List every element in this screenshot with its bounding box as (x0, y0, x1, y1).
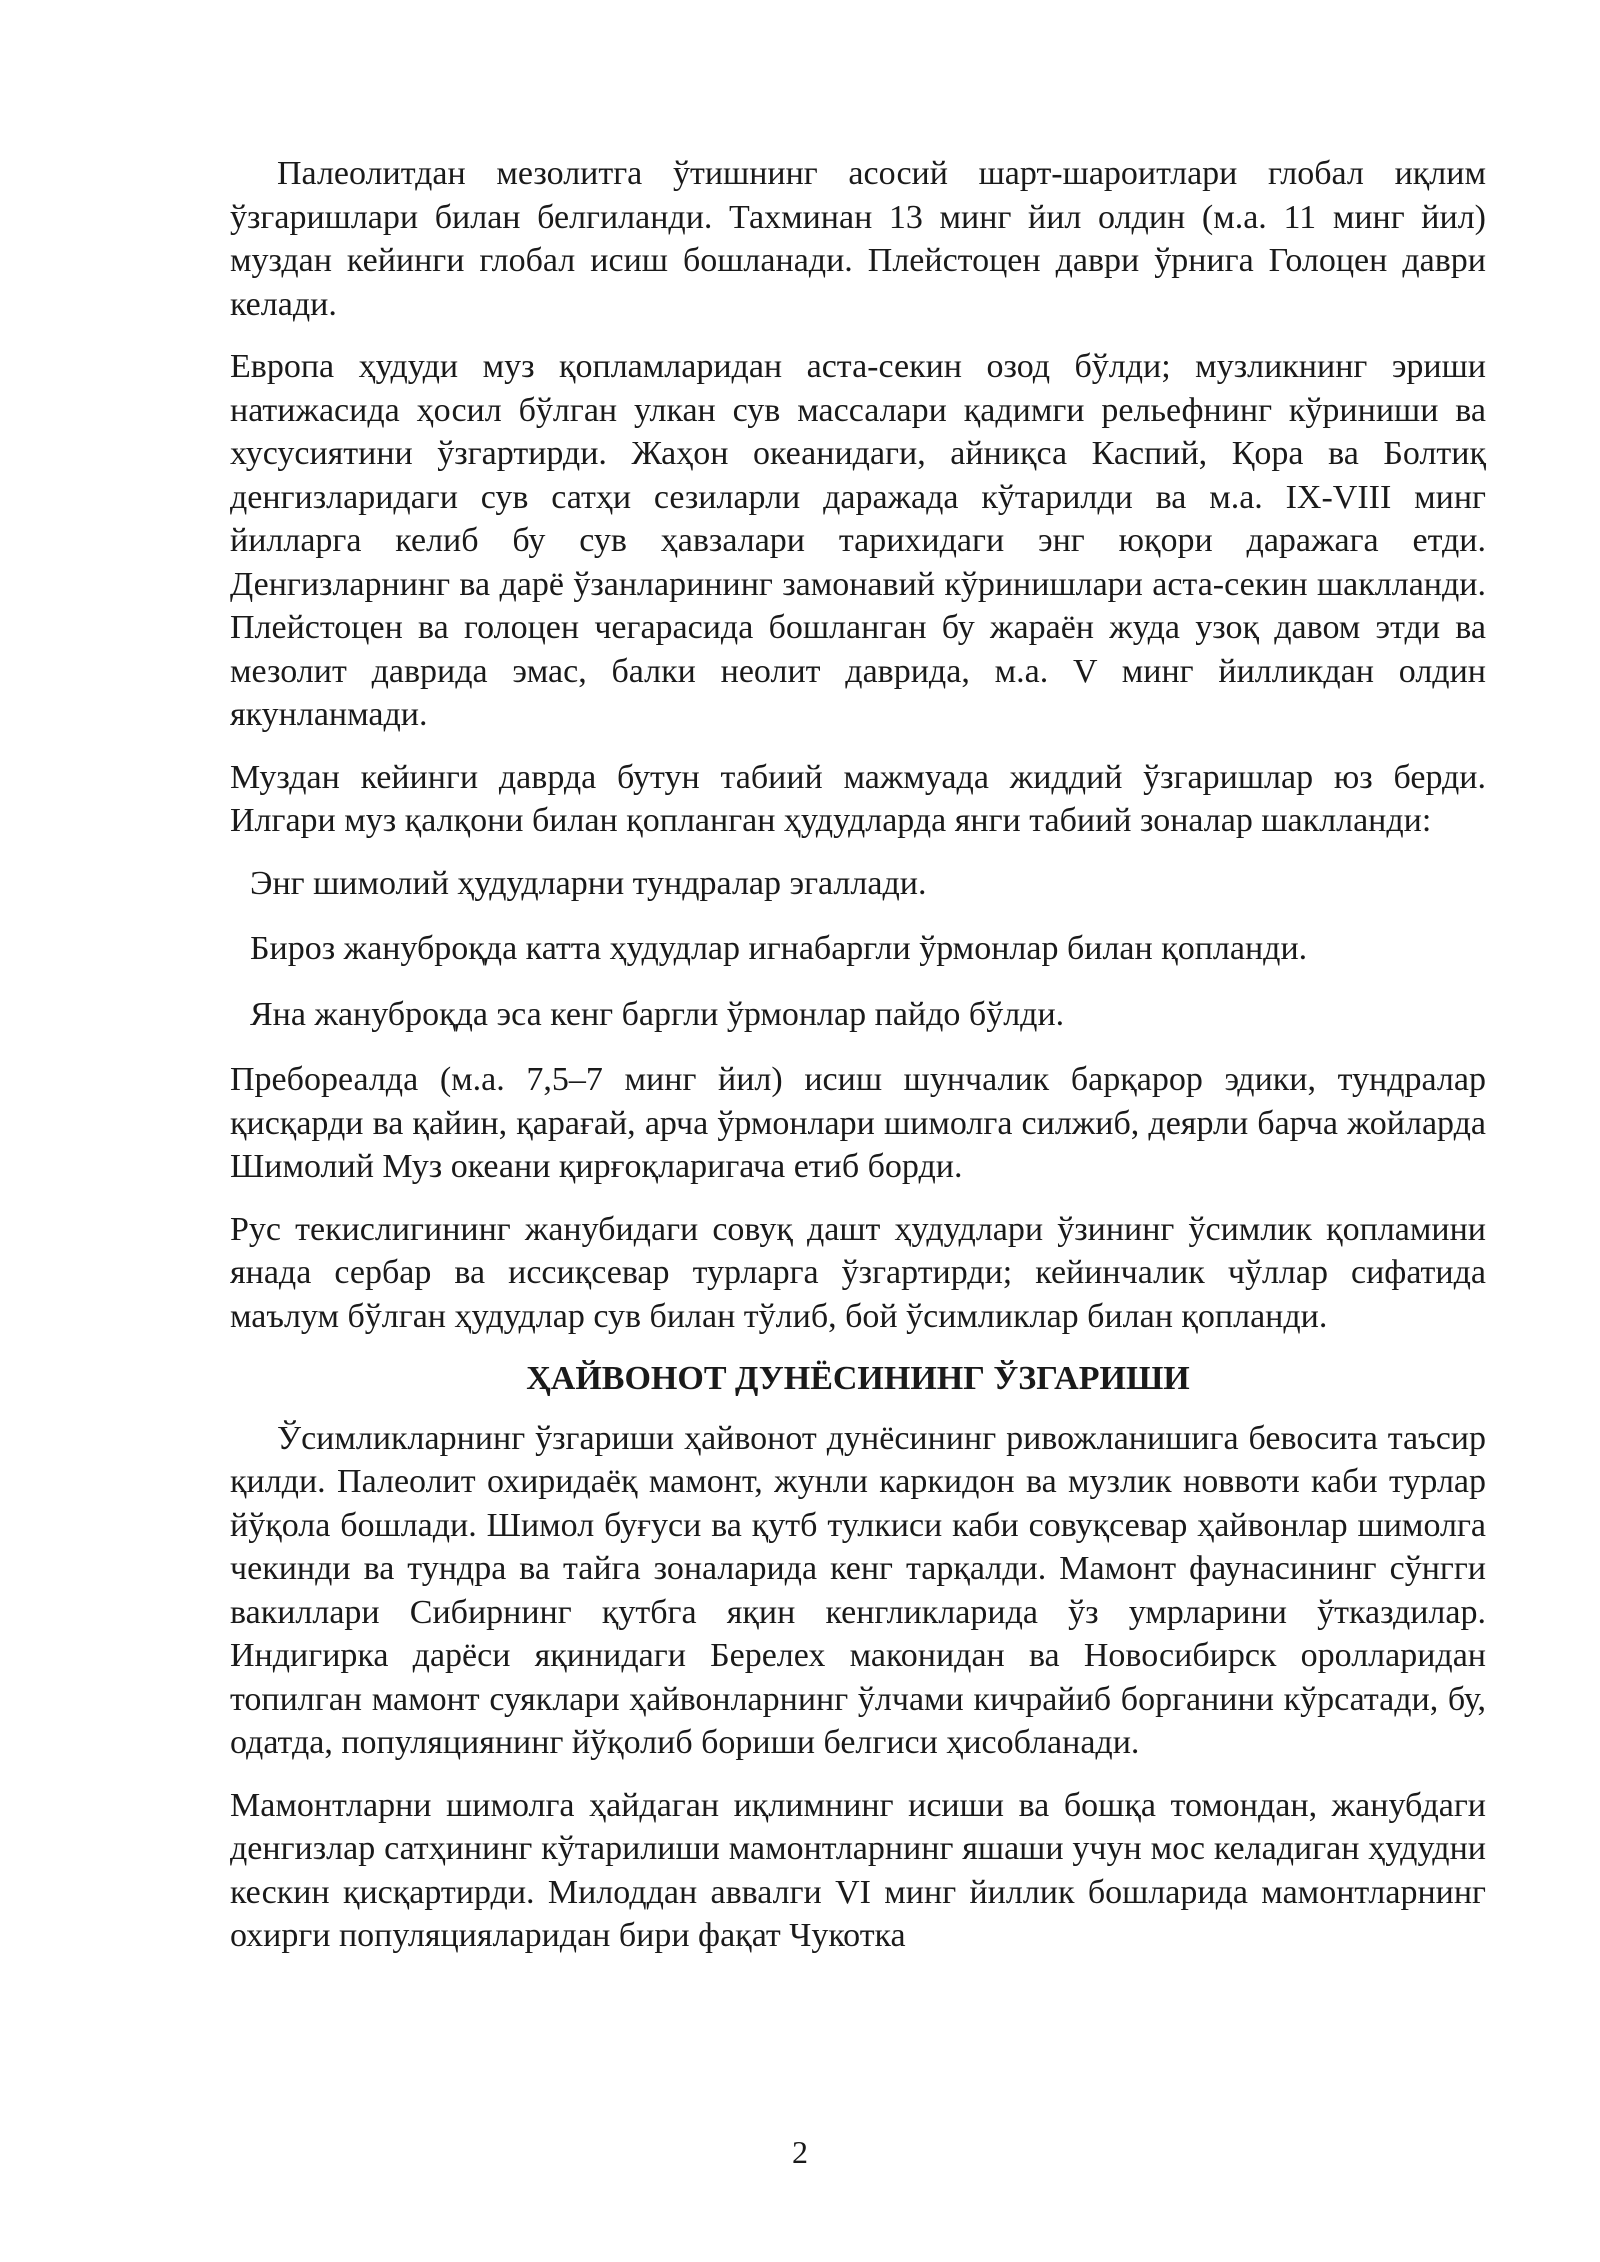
paragraph: Европа ҳудуди муз қопламларидан аста-секин озод бўлди; музликнинг эриши натижасида ҳосил бўлган улкан сув массалари қадимги рельефнинг кўриниши ва хусусиятини ўзгартирди. Жаҳон океанидаги, айниқса Каспий, Қора ва Болтиқ денгизларидаги сув сатҳи сезиларли даражада кўтарилди ва м.а. IX-VIII минг йилларга келиб бу сув ҳавзалари тарихидаги энг юқори даражага етди. Денгизларнинг ва дарё ўзанларининг замонавий кўринишлари аста-секин шаклланди. Плейстоцен ва голоцен чегарасида бошланган бу жараён жуда узоқ давом этди ва мезолит даврида эмас, балки неолит даврида, м.а. V минг йилликдан олдин якунланмади. (230, 348, 1486, 733)
page-number: 2 (792, 2134, 808, 2170)
list-item: Энг шимолий ҳудудларни тундралар эгаллади. (250, 864, 927, 902)
paragraph: Пребореалда (м.а. 7,5–7 минг йил) исиш шунчалик барқарор эдики, тундралар қисқарди ва қайин, қарағай, арча ўрмонлари шимолга силжиб, деярли барча жойларда Шимолий Муз океани қирғоқларигача етиб борди. (230, 1061, 1486, 1185)
list-item: Бироз жануброқда катта ҳудудлар игнабаргли ўрмонлар билан қопланди. (250, 930, 1308, 967)
document-body (230, 152, 1486, 1977)
section-heading: ҲАЙВОНОТ ДУНЁСИНИНГ ЎЗГАРИШИ (526, 1360, 1190, 1397)
zones-list (230, 862, 1486, 1037)
paragraph: Палеолитдан мезолитга ўтишнинг асосий шарт-шароитлари глобал иқлим ўзгаришлари билан белгиланди. Тахминан 13 минг йил олдин (м.а. 11 минг йил) муздан кейинги глобал исиш бошланади. Плейстоцен даври ўрнига Голоцен даври келади. (230, 155, 1486, 323)
paragraph: Ўсимликларнинг ўзгариши ҳайвонот дунёсининг ривожланишига бевосита таъсир қилди. Палеолит охиридаёқ мамонт, жунли каркидон ва музлик новвоти каби турлар йўқола бошлади. Шимол буғуси ва қутб тулкиси каби совуқсевар ҳайвонлар шимолга чекинди ва тундра ва тайга зоналарида кенг тарқалди. Мамонт фаунасининг сўнгги вакиллари Сибирнинг қутбга яқин кенгликларида ўз умрларини ўтказдилар. Индигирка дарёси яқинидаги Берелех маконидан ва Новосибирск оролларидан топилган мамонт суяклари ҳайвонларнинг ўлчами кичрайиб борганини кўрсатади, бу, одатда, популяциянинг йўқолиб бориши белгиси ҳисобланади. (230, 1419, 1486, 1761)
paragraph: Мамонтларни шимолга ҳайдаган иқлимнинг исиши ва бошқа томондан, жанубдаги денгизлар сатҳининг кўтарилиши мамонтларнинг яшаши учун мос келадиган ҳудудни кескин қисқартирди. Милоддан аввалги VI минг йиллик бошларида мамонтларнинг охирги популяцияларидан бири фақат Чукотка (230, 1786, 1486, 1954)
paragraph: Муздан кейинги даврда бутун табиий мажмуада жиддий ўзгаришлар юз берди. Илгари муз қалқони билан қопланган ҳудудларда янги табиий зоналар шаклланди: (230, 758, 1486, 839)
list-item: Яна жануброқда эса кенг баргли ўрмонлар пайдо бўлди. (250, 995, 1065, 1033)
paragraph: Рус текислигининг жанубидаги совуқ дашт ҳудудлари ўзининг ўсимлик қопламини янада сербар ва иссиқсевар турларга ўзгартирди; кейинчалик чўллар сифатида маълум бўлган ҳудудлар сув билан тўлиб, бой ўсимликлар билан қопланди. (230, 1210, 1486, 1335)
